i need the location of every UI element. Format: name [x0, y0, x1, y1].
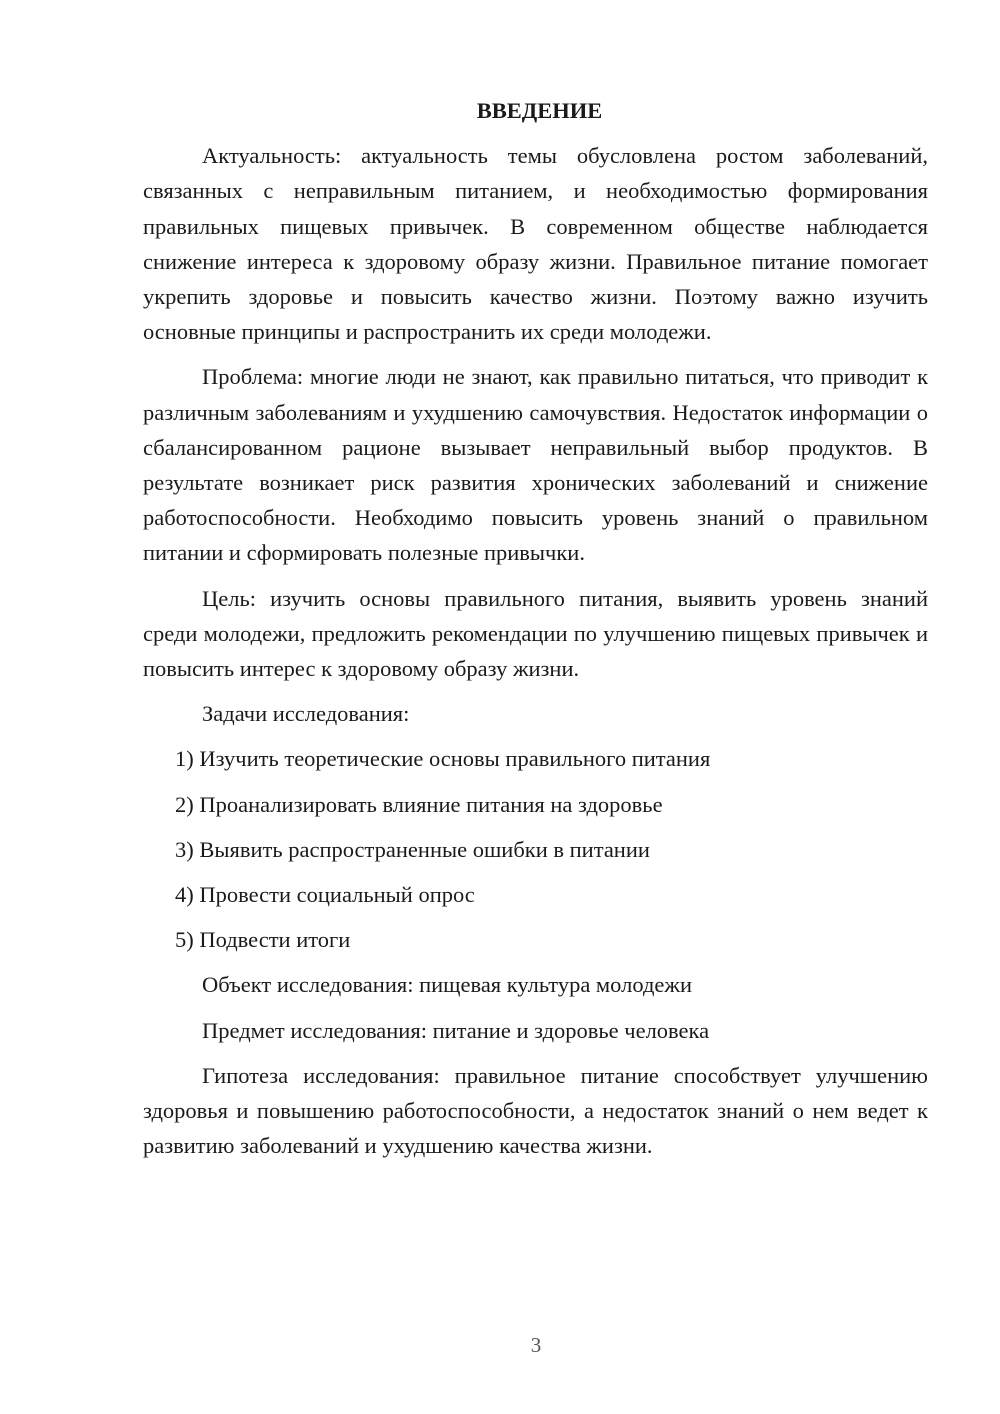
- problem-paragraph: Проблема: многие люди не знают, как правильно питаться, что приводит к различным заболеваниям и ухудшению самочувствия. Недостаток информации о сбалансированном рационе вызывает неправильный выбор продуктов. В результате возникает риск развития хронических заболеваний и снижение работоспособности. Необходимо повысить уровень знаний о правильном питании и сформировать полезные привычки.: [143, 364, 928, 566]
- page-number: 3: [530, 1333, 542, 1357]
- page-content: [143, 93, 928, 1173]
- hypothesis-paragraph: Гипотеза исследования: правильное питание способствует улучшению здоровья и повышению работоспособности, а недостаток знаний о нем ведет к развитию заболеваний и ухудшению качества жизни.: [143, 1062, 928, 1159]
- object-paragraph: Объект исследования: пищевая культура молодежи: [202, 972, 692, 998]
- goal-paragraph: Цель: изучить основы правильного питания, выявить уровень знаний среди молодежи, предложить рекомендации по улучшению пищевых привычек и повысить интерес к здоровому образу жизни.: [143, 585, 928, 682]
- task-item-4: 4) Провести социальный опрос: [175, 882, 475, 908]
- task-item-5: 5) Подвести итоги: [175, 927, 351, 953]
- task-item-1: 1) Изучить теоретические основы правильного питания: [175, 746, 711, 772]
- task-item-2: 2) Проанализировать влияние питания на здоровье: [175, 791, 663, 817]
- section-title: ВВЕДЕНИЕ: [476, 98, 603, 123]
- relevance-paragraph: Актуальность: актуальность темы обусловлена ростом заболеваний, связанных с неправильным питанием, и необходимостью формирования правильных пищевых привычек. В современном обществе наблюдается снижение интереса к здоровому образу жизни. Правильное питание помогает укрепить здоровье и повысить качество жизни. Поэтому важно изучить основные принципы и распространить их среди молодежи.: [143, 143, 928, 345]
- task-item-3: 3) Выявить распространенные ошибки в питании: [175, 836, 650, 862]
- subject-paragraph: Предмет исследования: питание и здоровье человека: [202, 1017, 710, 1043]
- tasks-heading: Задачи исследования:: [202, 701, 410, 727]
